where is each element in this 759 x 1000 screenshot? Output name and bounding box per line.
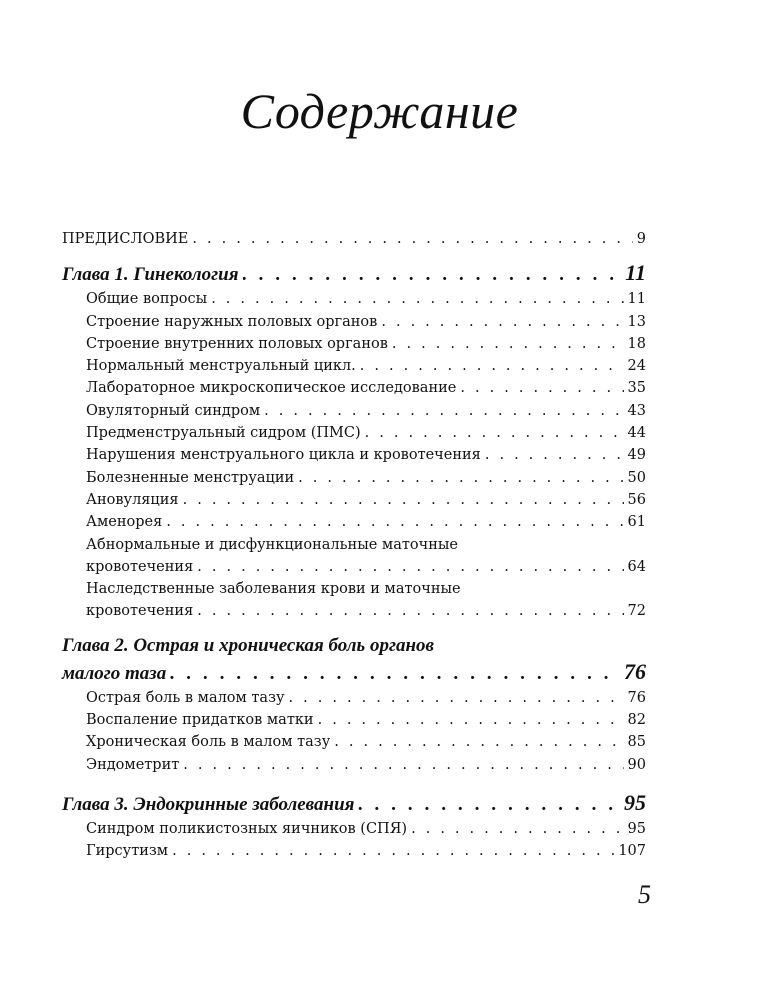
- toc-entry-label: Овуляторный синдром: [86, 402, 261, 419]
- dot-leader: [172, 840, 614, 862]
- chapter-title[interactable]: [62, 260, 646, 286]
- toc-entry[interactable]: [62, 355, 646, 377]
- dot-leader: [264, 400, 623, 422]
- dot-leader: [211, 288, 623, 310]
- toc-entry-line: Абнормальные и дисфункциональные маточные: [86, 536, 458, 553]
- dot-leader: [298, 467, 623, 489]
- table-of-contents: [62, 228, 646, 863]
- toc-entry[interactable]: [62, 687, 646, 709]
- toc-entry-page: 50: [627, 469, 646, 486]
- toc-entry[interactable]: [62, 840, 646, 862]
- dot-leader: [289, 687, 624, 709]
- dot-leader: [392, 333, 624, 355]
- toc-chapter-3[interactable]: [62, 790, 646, 816]
- toc-entry-page: 107: [618, 843, 646, 860]
- toc-entry-page: 11: [627, 291, 646, 308]
- toc-entry-line: Наследственные заболевания крови и маточные: [86, 581, 461, 598]
- toc-entry-page: 56: [627, 491, 646, 508]
- dot-leader: [411, 818, 623, 840]
- toc-entry-page: 64: [627, 558, 646, 575]
- toc-entry-page: 24: [627, 358, 646, 375]
- toc-entry-page: 13: [627, 313, 646, 330]
- toc-entry-label: Синдром поликистозных яичников (СПЯ): [86, 820, 408, 837]
- dot-leader: [197, 600, 623, 622]
- dot-leader: [243, 262, 622, 288]
- toc-entry[interactable]: [62, 377, 646, 399]
- toc-entry[interactable]: [62, 311, 646, 333]
- toc-entry[interactable]: [62, 444, 646, 466]
- toc-entry-label: кровотечения: [86, 558, 194, 575]
- toc-entry-label: Эндометрит: [86, 756, 180, 773]
- dot-leader: [381, 311, 623, 333]
- dot-leader: [318, 709, 624, 731]
- dot-leader: [183, 489, 624, 511]
- toc-entry-label: Хроническая боль в малом тазу: [86, 734, 331, 751]
- chapter-title-label: Глава 1. Гинекология: [62, 264, 239, 286]
- dot-leader: [460, 377, 623, 399]
- toc-entry-page: 76: [627, 689, 646, 706]
- toc-entry-page: 49: [627, 447, 646, 464]
- chapter-title-page: 76: [624, 658, 646, 684]
- toc-entry-page: 90: [627, 756, 646, 773]
- chapter-title-page: 95: [624, 789, 646, 815]
- dot-leader: [485, 444, 624, 466]
- dot-leader: [360, 355, 624, 377]
- toc-entry[interactable]: [62, 511, 646, 533]
- toc-entry-label: кровотечения: [86, 603, 194, 620]
- toc-entry-label: Воспаление придатков матки: [86, 712, 314, 729]
- toc-entry-label: Лабораторное микроскопическое исследование: [86, 380, 457, 397]
- toc-entry-label: Гирсутизм: [86, 843, 169, 860]
- toc-entry[interactable]: [62, 333, 646, 355]
- toc-entry-label: Строение внутренних половых органов: [86, 335, 388, 352]
- chapter-title-label: малого таза: [62, 662, 167, 684]
- toc-entry[interactable]: [62, 731, 646, 753]
- toc-entry-label: Острая боль в малом тазу: [86, 689, 285, 706]
- chapter-title-page: 11: [625, 260, 646, 286]
- toc-entry[interactable]: [62, 467, 646, 489]
- toc-entry-label: Ановуляция: [86, 491, 179, 508]
- toc-entry[interactable]: [62, 818, 646, 840]
- toc-preface-page: 9: [636, 231, 646, 247]
- toc-chapters: [62, 260, 646, 862]
- toc-entry-page: 85: [627, 734, 646, 751]
- toc-entry-page: 72: [627, 603, 646, 620]
- dot-leader: [170, 661, 620, 687]
- toc-entry-page: 18: [627, 335, 646, 352]
- toc-entry-label: Аменорея: [86, 514, 163, 531]
- chapter-title-line: Глава 2. Острая и хроническая боль органов: [62, 634, 435, 656]
- dot-leader: [365, 422, 624, 444]
- dot-leader: [166, 511, 623, 533]
- dot-leader: [197, 556, 623, 578]
- chapter-title-label: Глава 3. Эндокринные заболевания: [62, 793, 355, 815]
- toc-preface-label: ПРЕДИСЛОВИЕ: [62, 231, 189, 247]
- toc-entry-label: Нормальный менструальный цикл.: [86, 358, 356, 375]
- toc-entry-label: Предменструальный сидром (ПМС): [86, 425, 361, 442]
- toc-chapter-1[interactable]: [62, 260, 646, 286]
- page-title: Содержание: [240, 83, 519, 139]
- toc-entry-page: 61: [627, 514, 646, 531]
- chapter-title[interactable]: [62, 790, 646, 816]
- toc-entry[interactable]: [62, 422, 646, 444]
- toc-entry-label: Общие вопросы: [86, 291, 208, 308]
- toc-entry-page: 44: [627, 425, 646, 442]
- dot-leader: [334, 731, 623, 753]
- page-number: 5: [638, 880, 651, 909]
- toc-entry[interactable]: [62, 556, 646, 578]
- toc-preface[interactable]: [62, 228, 646, 250]
- toc-entry[interactable]: [62, 709, 646, 731]
- toc-entry-page: 95: [627, 820, 646, 837]
- toc-entry-label: Нарушения менструального цикла и кровотечения: [86, 447, 481, 464]
- toc-entry[interactable]: [62, 754, 646, 776]
- toc-entry[interactable]: [62, 288, 646, 310]
- toc-entry[interactable]: [62, 400, 646, 422]
- toc-entry[interactable]: [62, 489, 646, 511]
- dot-leader: [358, 792, 620, 818]
- toc-entry-label: Болезненные менструации: [86, 469, 295, 486]
- toc-entry-page: 82: [627, 712, 646, 729]
- toc-entry-label: Строение наружных половых органов: [86, 313, 378, 330]
- toc-chapter-2[interactable]: [62, 633, 646, 685]
- chapter-title[interactable]: [62, 659, 646, 685]
- dot-leader: [192, 228, 632, 250]
- toc-entry[interactable]: [62, 600, 646, 622]
- toc-entry-page: 43: [627, 402, 646, 419]
- toc-entry-page: 35: [627, 380, 646, 397]
- dot-leader: [183, 754, 623, 776]
